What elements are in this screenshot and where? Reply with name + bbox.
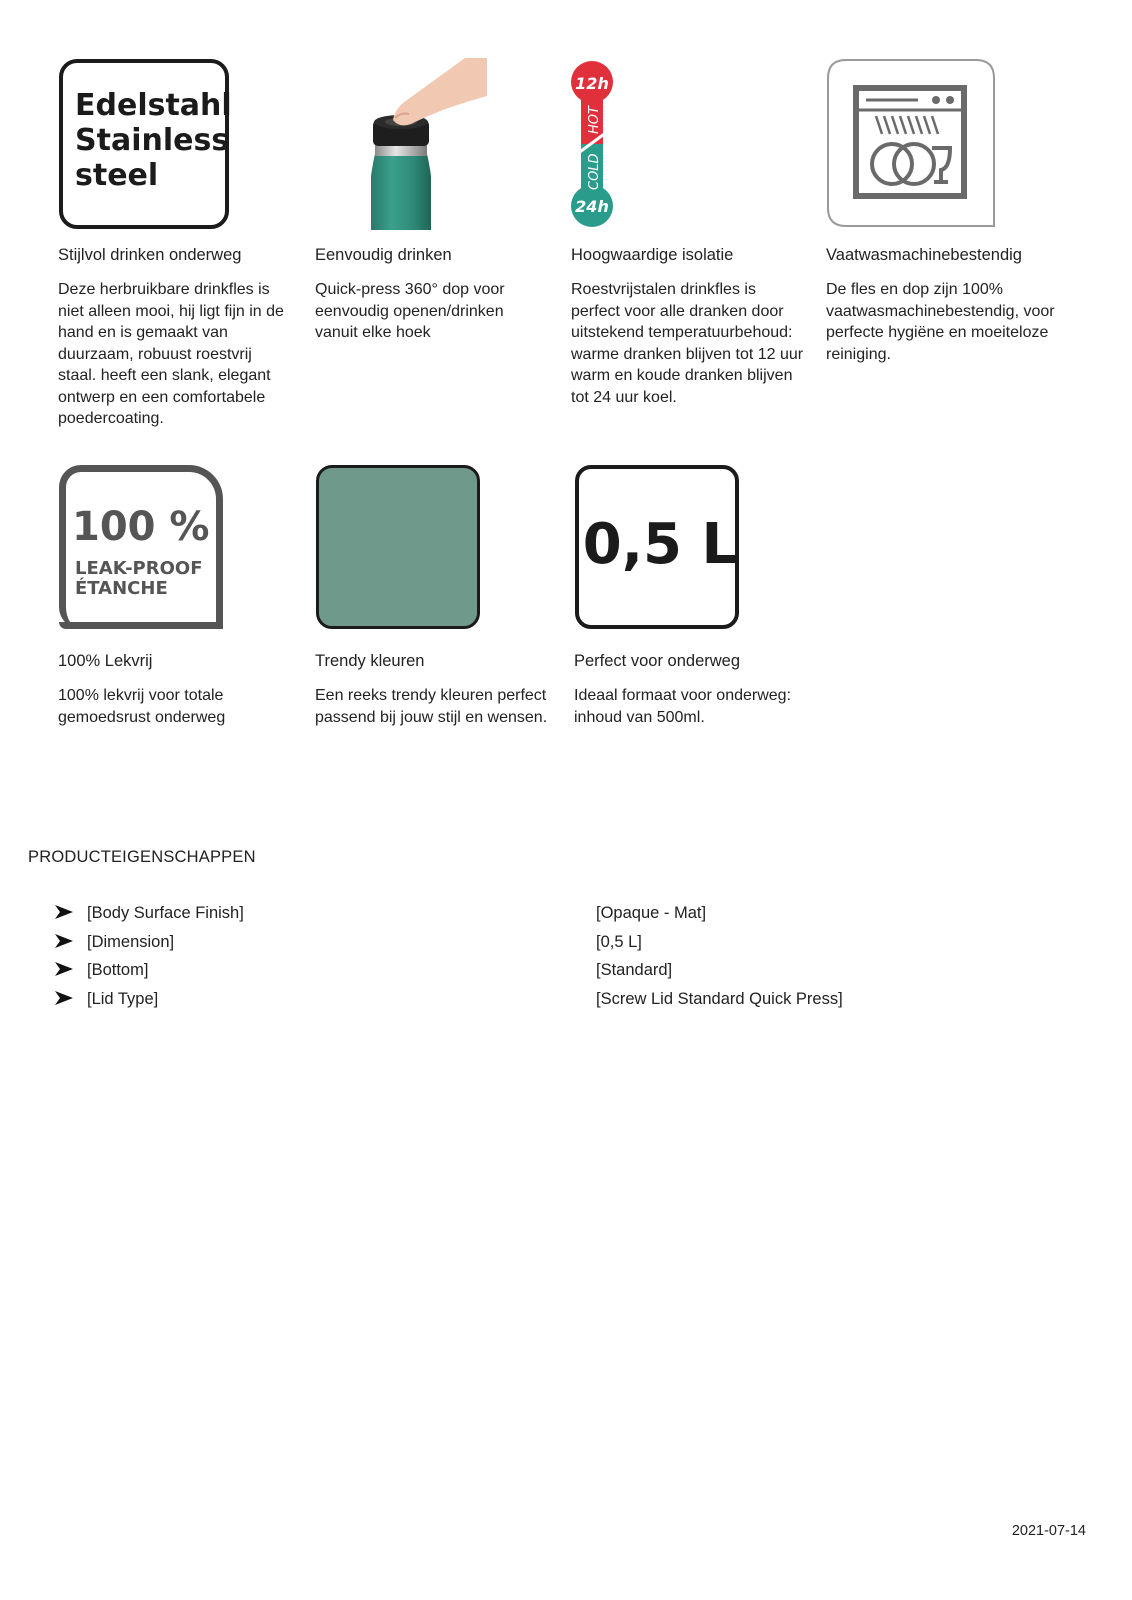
property-row (55, 902, 1055, 931)
volume-badge-icon (574, 464, 746, 636)
feature-easy-drinking (315, 58, 550, 344)
feature-insulation (571, 58, 806, 408)
feature-trendy-colors (315, 464, 550, 728)
dishwasher-illustration (826, 58, 998, 230)
badge-percent: 100 % (72, 504, 210, 550)
property-name: [Lid Type] (87, 989, 159, 1008)
footer-date: 2021-07-14 (1011, 1523, 1086, 1539)
feature-stainless-steel (58, 58, 293, 430)
color-swatch (316, 465, 480, 629)
feature-title: Stijlvol drinken onderweg (58, 246, 242, 264)
property-name: [Body Surface Finish] (87, 904, 244, 922)
dishwasher-icon (826, 58, 998, 230)
feature-title: Perfect voor onderweg (574, 652, 741, 670)
property-value: [Opaque - Mat] (596, 904, 707, 922)
thermometer-hot-cold-icon (571, 58, 743, 230)
properties-list (55, 902, 1055, 1016)
feature-title: Vaatwasmachinebestendig (826, 246, 1022, 264)
feature-title: Eenvoudig drinken (315, 246, 452, 264)
thermo-top-label: 12h (575, 74, 609, 93)
color-swatch-icon (315, 464, 487, 636)
property-value: [0,5 L] (596, 932, 642, 951)
property-row (55, 988, 1055, 1017)
badge-label: LEAK-PROOF ÉTANCHE (75, 558, 203, 599)
feature-leak-proof (58, 464, 293, 728)
badge-text: Edelstahl Stainless steel (75, 88, 232, 193)
feature-description: De fles en dop zijn 100% vaatwasmachinebestendig, voor perfecte hygiëne en moeiteloze reiniging. (826, 281, 1055, 363)
property-name: [Bottom] (87, 961, 149, 979)
feature-title: 100% Lekvrij (58, 652, 153, 670)
property-value: [Screw Lid Standard Quick Press] (596, 989, 843, 1008)
thermo-cold-label: COLD (587, 153, 602, 190)
feature-volume (574, 464, 809, 728)
feature-description: Quick-press 360° dop voor eenvoudig openen/drinken vanuit elke hoek (315, 281, 505, 341)
feature-title: Trendy kleuren (315, 652, 425, 670)
arrow-bullet-icon (55, 934, 73, 948)
property-row (55, 959, 1055, 988)
leak-proof-badge-icon (58, 464, 230, 636)
property-name: [Dimension] (87, 932, 175, 951)
feature-description: Een reeks trendy kleuren perfect passend bij jouw stijl en wensen. (315, 687, 548, 726)
thermo-hot-label: HOT (587, 106, 602, 134)
properties-heading: PRODUCTEIGENSCHAPPEN (28, 848, 256, 866)
bottle-finger-press-icon (315, 58, 487, 230)
feature-description: Ideaal formaat voor onderweg: inhoud van 500ml. (574, 687, 792, 726)
feature-title: Hoogwaardige isolatie (571, 246, 734, 264)
feature-dishwasher (826, 58, 1061, 365)
thermometer-illustration (571, 58, 743, 230)
feature-description: 100% lekvrij voor totale gemoedsrust onderweg (58, 687, 226, 726)
arrow-bullet-icon (55, 905, 73, 919)
arrow-bullet-icon (55, 962, 73, 976)
bottle-illustration (315, 58, 487, 230)
stainless-steel-badge-icon (58, 58, 230, 230)
arrow-bullet-icon (55, 991, 73, 1005)
feature-description: Deze herbruikbare drinkfles is niet alleen mooi, hij ligt fijn in de hand en is gemaakt van duurzaam, robuust roestvrij staal. heeft een slank, elegant ontwerp en een comfortabele poedercoating. (58, 281, 284, 427)
thermo-bottom-label: 24h (575, 197, 609, 216)
property-row (55, 931, 1055, 960)
feature-description: Roestvrijstalen drinkfles is perfect voor alle dranken door uitstekend temperatuurbehoud: warme dranken blijven tot 12 uur warm en koude dranken blijven tot 24 uur koel. (571, 281, 804, 406)
badge-volume: 0,5 L (582, 512, 738, 577)
property-value: [Standard] (596, 961, 673, 979)
